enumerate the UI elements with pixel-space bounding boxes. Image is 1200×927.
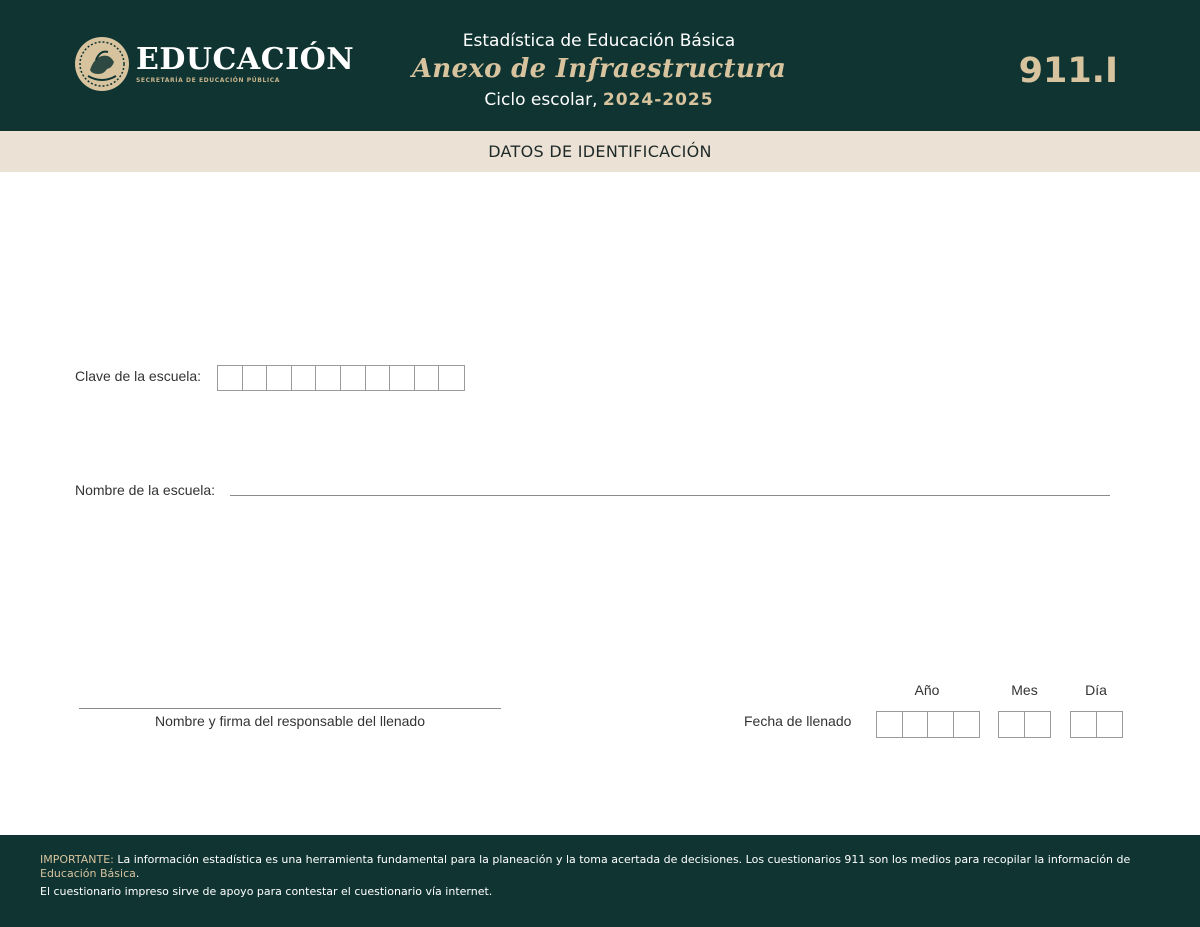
sep-logo bbox=[74, 36, 354, 92]
logo-subtitle: SECRETARÍA DE EDUCACIÓN PÚBLICA bbox=[136, 77, 280, 84]
logo-wordmark: EDUCACIÓN bbox=[136, 42, 355, 77]
date-header-month: Mes bbox=[1011, 682, 1038, 698]
footer-notice bbox=[40, 853, 1150, 899]
header-banner bbox=[0, 0, 1200, 131]
document-title: Anexo de Infraestructura bbox=[411, 54, 787, 84]
footer-note: El cuestionario impreso sirve de apoyo para contestar el cuestionario vía internet. bbox=[40, 885, 493, 898]
day-digit-box[interactable] bbox=[1097, 712, 1123, 737]
fecha-label: Fecha de llenado bbox=[744, 713, 852, 729]
school-cycle bbox=[400, 89, 798, 111]
important-text: La información estadística es una herramienta fundamental para la planeación y la toma acertada de decisiones. Los cuestionarios 911 son los medios para recopilar la información de bbox=[113, 853, 1131, 866]
cycle-label: Ciclo escolar, bbox=[484, 90, 598, 110]
year-digit-box[interactable] bbox=[954, 712, 980, 737]
year-digit-box[interactable] bbox=[877, 712, 903, 737]
nombre-input-line[interactable] bbox=[230, 495, 1110, 496]
year-digit-box[interactable] bbox=[903, 712, 929, 737]
day-digit-box[interactable] bbox=[1071, 712, 1097, 737]
footer-banner bbox=[0, 835, 1200, 927]
important-text-end: . bbox=[135, 867, 140, 880]
nombre-label: Nombre de la escuela: bbox=[75, 482, 216, 498]
important-paragraph bbox=[40, 853, 1150, 881]
clave-digit-box[interactable] bbox=[415, 366, 440, 390]
important-label: IMPORTANTE: bbox=[40, 853, 114, 866]
clave-digit-box[interactable] bbox=[292, 366, 317, 390]
clave-digit-box[interactable] bbox=[218, 366, 243, 390]
clave-digit-box[interactable] bbox=[390, 366, 415, 390]
clave-digit-box[interactable] bbox=[316, 366, 341, 390]
day-input-boxes bbox=[1070, 711, 1123, 738]
clave-digit-box[interactable] bbox=[439, 366, 464, 390]
cycle-years: 2024-2025 bbox=[602, 90, 714, 110]
month-digit-box[interactable] bbox=[999, 712, 1025, 737]
important-highlight: Educación Básica bbox=[40, 867, 136, 880]
document-kicker: Estadística de Educación Básica bbox=[462, 31, 736, 51]
form-code: 911.I bbox=[1018, 51, 1118, 91]
clave-input-boxes bbox=[217, 365, 465, 391]
section-title: DATOS DE IDENTIFICACIÓN bbox=[488, 142, 712, 161]
clave-digit-box[interactable] bbox=[243, 366, 268, 390]
clave-digit-box[interactable] bbox=[366, 366, 391, 390]
year-input-boxes bbox=[876, 711, 980, 738]
year-digit-box[interactable] bbox=[928, 712, 954, 737]
firma-signature-line[interactable] bbox=[79, 708, 501, 709]
section-band bbox=[0, 131, 1200, 172]
date-header-day: Día bbox=[1085, 682, 1107, 698]
title-block bbox=[400, 30, 798, 111]
date-header-year: Año bbox=[914, 682, 940, 698]
month-input-boxes bbox=[998, 711, 1051, 738]
month-digit-box[interactable] bbox=[1025, 712, 1051, 737]
clave-digit-box[interactable] bbox=[267, 366, 292, 390]
clave-digit-box[interactable] bbox=[341, 366, 366, 390]
firma-caption: Nombre y firma del responsable del llenado bbox=[154, 713, 426, 729]
government-seal-icon bbox=[74, 36, 130, 92]
clave-label: Clave de la escuela: bbox=[75, 368, 202, 384]
